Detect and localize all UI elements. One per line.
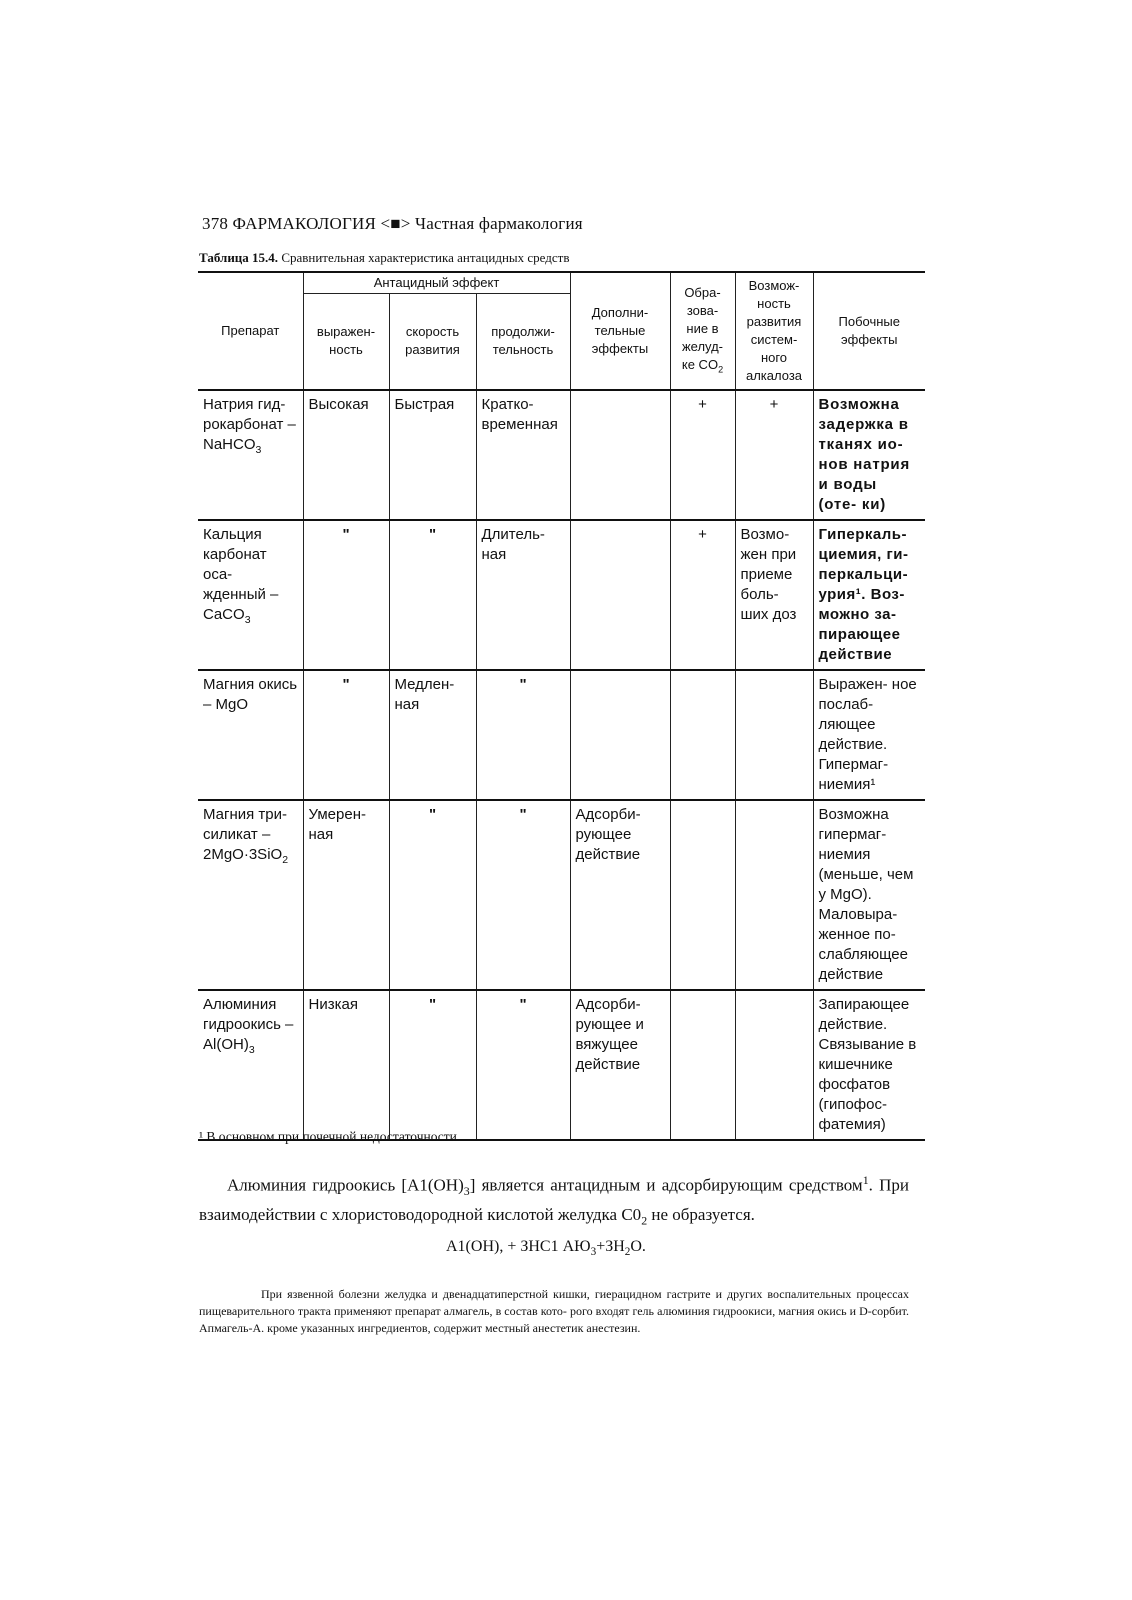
duration-cell: ": [476, 800, 570, 990]
drug-sub: 2: [282, 854, 289, 866]
header-additional: Дополни- тельные эффекты: [570, 272, 670, 390]
page-header: 378 ФАРМАКОЛОГИЯ <■> Частная фармакология: [202, 214, 583, 233]
speed-cell: ": [389, 800, 476, 990]
paragraph-text: . При взаимодействии с хлористоводородной кислотой желудка С0: [199, 1175, 909, 1225]
table-caption-text: Сравнительная характеристика антацидных средств: [278, 250, 570, 265]
header-intensity: выражен- ность: [303, 293, 389, 390]
formula-part: +ЗН: [596, 1238, 625, 1255]
table-header-row-1: [198, 272, 925, 293]
side-effects-cell: Возможна гипермаг- ниемия (меньше, чем у MgO). Маловыра- женное по- слабляющее действие: [813, 800, 925, 990]
drug-name: Алюминия гидроокись – Al(OH): [203, 996, 294, 1053]
alkalosis-cell: +: [735, 390, 813, 520]
drug-cell: [198, 670, 303, 800]
paragraph-text: не образуется.: [647, 1205, 755, 1225]
drug-cell: [198, 800, 303, 990]
duration-cell: Кратко- временная: [476, 390, 570, 520]
chemical-formula: [446, 1238, 646, 1258]
co2-cell: +: [670, 390, 735, 520]
body-paragraph: [199, 1168, 909, 1232]
intensity-cell: Низкая: [303, 990, 389, 1140]
table-row: [198, 520, 925, 670]
side-effects-cell: Гиперкаль- циемия, ги- перкальци- урия¹. Воз- можно за- пирающее действие: [813, 520, 925, 670]
table-row: [198, 390, 925, 520]
speed-cell: Быстрая: [389, 390, 476, 520]
header-speed: скорость развития: [389, 293, 476, 390]
paragraph-sub: 3: [463, 1184, 470, 1199]
paragraph-text: ] является антацидным и адсорбирующим средством: [469, 1175, 863, 1195]
header-duration: продолжи- тельность: [476, 293, 570, 390]
formula-part: А1(ОН), + ЗНС1 АЮ: [446, 1238, 591, 1255]
antacid-comparison-table: [198, 271, 925, 1141]
drug-sub: 3: [244, 614, 251, 626]
alkalosis-cell: [735, 800, 813, 990]
table-caption-label: Таблица 15.4.: [199, 250, 279, 265]
additional-cell: Адсорби- рующее и вяжущее действие: [570, 990, 670, 1140]
alkalosis-cell: [735, 990, 813, 1140]
side-effects-cell: Выражен- ное послаб- ляющее действие. Гипермаг- ниемия¹: [813, 670, 925, 800]
formula-sub: 2: [624, 1246, 631, 1259]
drug-cell: [198, 520, 303, 670]
co2-cell: [670, 800, 735, 990]
side-effects-cell: Возможна задержка в тканях ио- нов натрия и воды (оте- ки): [813, 390, 925, 520]
table-row: [198, 670, 925, 800]
drug-sub: 3: [248, 1044, 255, 1056]
additional-cell: [570, 520, 670, 670]
drug-cell: [198, 990, 303, 1140]
additional-cell: Адсорби- рующее действие: [570, 800, 670, 990]
header-co2-text: Обра- зова- ние в желуд- ке CO: [681, 284, 724, 372]
co2-cell: +: [670, 520, 735, 670]
alkalosis-cell: [735, 670, 813, 800]
header-antacid-effect: Антацидный эффект: [303, 272, 570, 293]
bottom-footnote: При язвенной болезни желудка и двенадцатиперстной кишки, гиерацидном гастрите и других воспалительных процессах пищеварительного тракта применяют препарат алмагель, в состав кото- рого входят гель алюминия гидроокиси, магния окись и D-сорбит. Апмагель-А. кроме указанных ингредиентов, содержит местный анестетик анестезин.: [199, 1287, 909, 1335]
drug-name: Кальция карбонат оса- жденный – CaCO: [203, 526, 279, 623]
duration-cell: ": [476, 990, 570, 1140]
table-row: [198, 990, 925, 1140]
header-alkalosis: Возмож- ность развития систем- ного алкалоза: [735, 272, 813, 390]
paragraph-sub: 2: [641, 1213, 648, 1228]
additional-cell: [570, 670, 670, 800]
drug-cell: [198, 390, 303, 520]
co2-cell: [670, 670, 735, 800]
table-footnote: ¹ В основном при почечной недостаточности.: [199, 1129, 461, 1144]
intensity-cell: Умерен- ная: [303, 800, 389, 990]
drug-name: Магния три- силикат – 2MgO·3SiO: [203, 806, 288, 863]
header-side-effects: Побочные эффекты: [813, 272, 925, 390]
side-effects-cell: Запирающее действие. Связывание в кишечнике фосфатов (гипофос- фатемия): [813, 990, 925, 1140]
formula-part: О.: [630, 1238, 646, 1255]
speed-cell: ": [389, 520, 476, 670]
duration-cell: Длитель- ная: [476, 520, 570, 670]
paragraph-text: Алюминия гидроокись [А1(ОН): [227, 1175, 464, 1195]
formula-sub: 3: [590, 1246, 597, 1259]
co2-cell: [670, 990, 735, 1140]
duration-cell: ": [476, 670, 570, 800]
drug-name: Натрия гид- рокарбонат – NaHCO: [203, 396, 296, 453]
drug-name: Магния окись – MgO: [203, 676, 298, 713]
intensity-cell: ": [303, 670, 389, 800]
header-co2: [670, 272, 735, 390]
table-caption: [199, 250, 569, 266]
footnote-ref: 1: [862, 1173, 869, 1187]
speed-cell: ": [389, 990, 476, 1140]
additional-cell: [570, 390, 670, 520]
speed-cell: Медлен- ная: [389, 670, 476, 800]
alkalosis-cell: Возмо- жен при приеме боль- ших доз: [735, 520, 813, 670]
intensity-cell: ": [303, 520, 389, 670]
intensity-cell: Высокая: [303, 390, 389, 520]
header-co2-sub: 2: [718, 364, 724, 375]
table-row: [198, 800, 925, 990]
header-drug: Препарат: [198, 272, 303, 390]
drug-sub: 3: [255, 444, 262, 456]
